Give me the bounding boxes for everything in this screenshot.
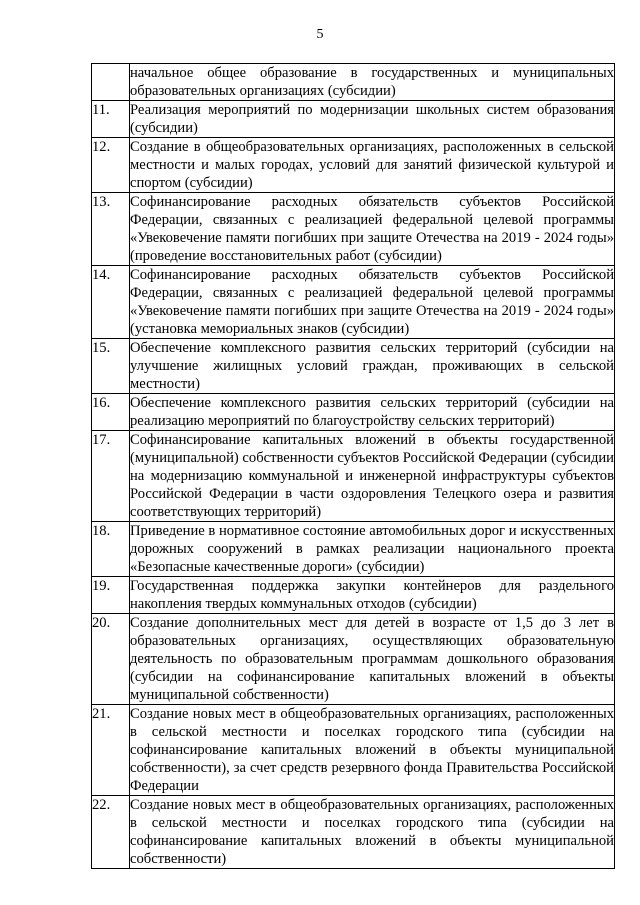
row-number: 18. [92, 522, 130, 577]
row-number: 17. [92, 431, 130, 522]
row-number: 15. [92, 339, 130, 394]
row-text: Софинансирование расходных обязательств субъектов Российской Федерации, связанных с реализацией федеральной целевой программы «Увековечение памяти погибших при защите Отечества на 2019 - 2024 годы» (установка мемориальных знаков (субсидии) [130, 267, 614, 337]
row-text: Обеспечение комплексного развития сельских территорий (субсидии на реализацию мероприятий по благоустройству сельских территорий) [130, 395, 614, 429]
table-row [92, 705, 615, 796]
row-number: 16. [92, 394, 130, 431]
row-number [92, 64, 130, 101]
page-number: 5 [316, 27, 324, 42]
table-row [92, 138, 615, 193]
row-number: 20. [92, 614, 130, 705]
row-text: Обеспечение комплексного развития сельских территорий (субсидии на улучшение жилищных условий граждан, проживающих в сельской местности) [130, 340, 614, 392]
table-row [92, 614, 615, 705]
table-row [92, 522, 615, 577]
row-text: Приведение в нормативное состояние автомобильных дорог и искусственных дорожных сооружений в рамках реализации национального проекта «Безопасные качественные дороги» (субсидии) [130, 523, 614, 575]
row-number: 14. [92, 266, 130, 339]
row-text: Реализация мероприятий по модернизации школьных систем образования (субсидии) [130, 102, 614, 136]
row-text: Софинансирование расходных обязательств субъектов Российской Федерации, связанных с реализацией федеральной целевой программы «Увековечение памяти погибших при защите Отечества на 2019 - 2024 годы» (проведение восстановительных работ (субсидии) [130, 194, 614, 264]
table-row [92, 796, 615, 869]
row-text: Создание новых мест в общеобразовательных организациях, расположенных в сельской местности и поселках городского типа (субсидии на софинансирование капитальных вложений в объекты муниципальной собственности), за счет средств резервного фонда Правительства Российской Федерации [130, 706, 614, 794]
table-row [92, 64, 615, 101]
table-row [92, 431, 615, 522]
row-text: Создание дополнительных мест для детей в возрасте от 1,5 до 3 лет в образовательных организациях, осуществляющих образовательную деятельность по образовательным программам дошкольного образования (субсидии на софинансирование капитальных вложений в объекты муниципальной собственности) [130, 615, 614, 703]
table-row [92, 394, 615, 431]
table-row [92, 577, 615, 614]
row-text: Софинансирование капитальных вложений в объекты государственной (муниципальной) собственности субъектов Российской Федерации (субсидии на модернизацию коммунальной и инженерной инфраструктуры субъектов Российской Федерации в части оздоровления Телецкого озера и развития соответствующих территорий) [130, 432, 614, 520]
table-row [92, 101, 615, 138]
row-number: 22. [92, 796, 130, 869]
row-number: 19. [92, 577, 130, 614]
row-text: Создание в общеобразовательных организациях, расположенных в сельской местности и малых городах, условий для занятий физической культурой и спортом (субсидии) [130, 139, 614, 191]
table-row [92, 193, 615, 266]
row-text: Создание новых мест в общеобразовательных организациях, расположенных в сельской местности и поселках городского типа (субсидии на софинансирование капитальных вложений в объекты муниципальной собственности) [130, 797, 614, 867]
row-number: 13. [92, 193, 130, 266]
table-row [92, 339, 615, 394]
row-number: 11. [92, 101, 130, 138]
row-text: начальное общее образование в государственных и муниципальных образовательных организациях (субсидии) [130, 65, 614, 99]
row-number: 12. [92, 138, 130, 193]
document-table [91, 63, 615, 869]
table-row [92, 266, 615, 339]
row-number: 21. [92, 705, 130, 796]
row-text: Государственная поддержка закупки контейнеров для раздельного накопления твердых коммунальных отходов (субсидии) [130, 578, 614, 612]
